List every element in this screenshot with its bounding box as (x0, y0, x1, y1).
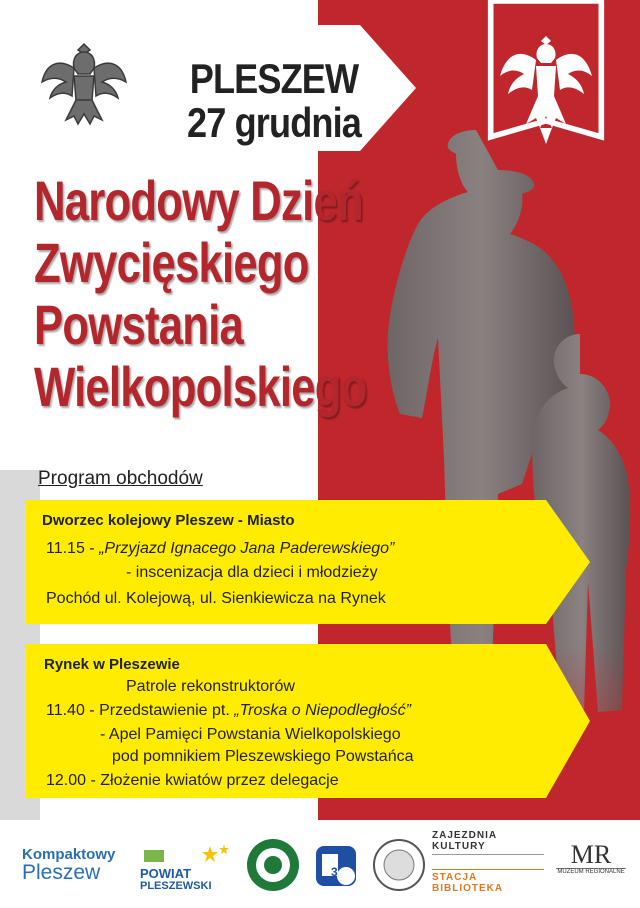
kompaktowy-pleszew-logo: Kompaktowy Pleszew (22, 846, 116, 884)
program-line: - inscenizacja dla dzieci i młodzieży (126, 564, 378, 581)
program-line: Patrole rekonstruktorów (126, 678, 295, 695)
program-line: 12.00 - Złożenie kwiatów przez delegacje (46, 772, 339, 789)
title-line-4: Wielkopolskiego (34, 355, 367, 418)
round-seal-icon (372, 838, 426, 892)
title-line-1: Narodowy Dzień (34, 169, 363, 232)
sponsor-logos (0, 820, 640, 908)
program-section-station (26, 500, 546, 624)
program-heading: Program obchodów (38, 468, 203, 489)
powiat-pleszewski-logo: POWIAT PLESZEWSKI (140, 844, 234, 892)
section-heading: Dworzec kolejowy Pleszew - Miasto (42, 512, 295, 529)
program-section-market (26, 644, 546, 798)
grey-eagle-emblem-icon (38, 38, 130, 134)
green-round-seal-icon (246, 838, 300, 892)
city-name: PLESZEW (189, 55, 359, 102)
zajezdnia-stacja-logo: ZAJEZDNIA KULTURY STACJA BIBLIOTEKA (432, 830, 544, 894)
program-line: 11.40 - Przedstawienie pt. „Troska o Niepodległość” (46, 702, 411, 719)
program-line: Pochód ul. Kolejową, ul. Sienkiewicza na Rynek (46, 590, 386, 607)
program-line: pod pomnikiem Pleszewskiego Powstańca (112, 748, 414, 765)
title-line-2: Zwycięskiego (34, 231, 309, 294)
title-line-3: Powstania (34, 293, 244, 356)
event-title (34, 170, 474, 418)
muzeum-regionalne-logo: MR MUZEUM REGIONALNE (557, 840, 625, 875)
program-line: - Apel Pamięci Powstania Wielkopolskiego (100, 726, 401, 743)
section-heading: Rynek w Pleszewie (44, 656, 180, 673)
program-line: 11.15 - „Przyjazd Ignacego Jana Paderewskiego” (46, 540, 395, 557)
trojka-number: 3 (331, 865, 338, 879)
event-date: 27 grudnia (186, 99, 362, 146)
